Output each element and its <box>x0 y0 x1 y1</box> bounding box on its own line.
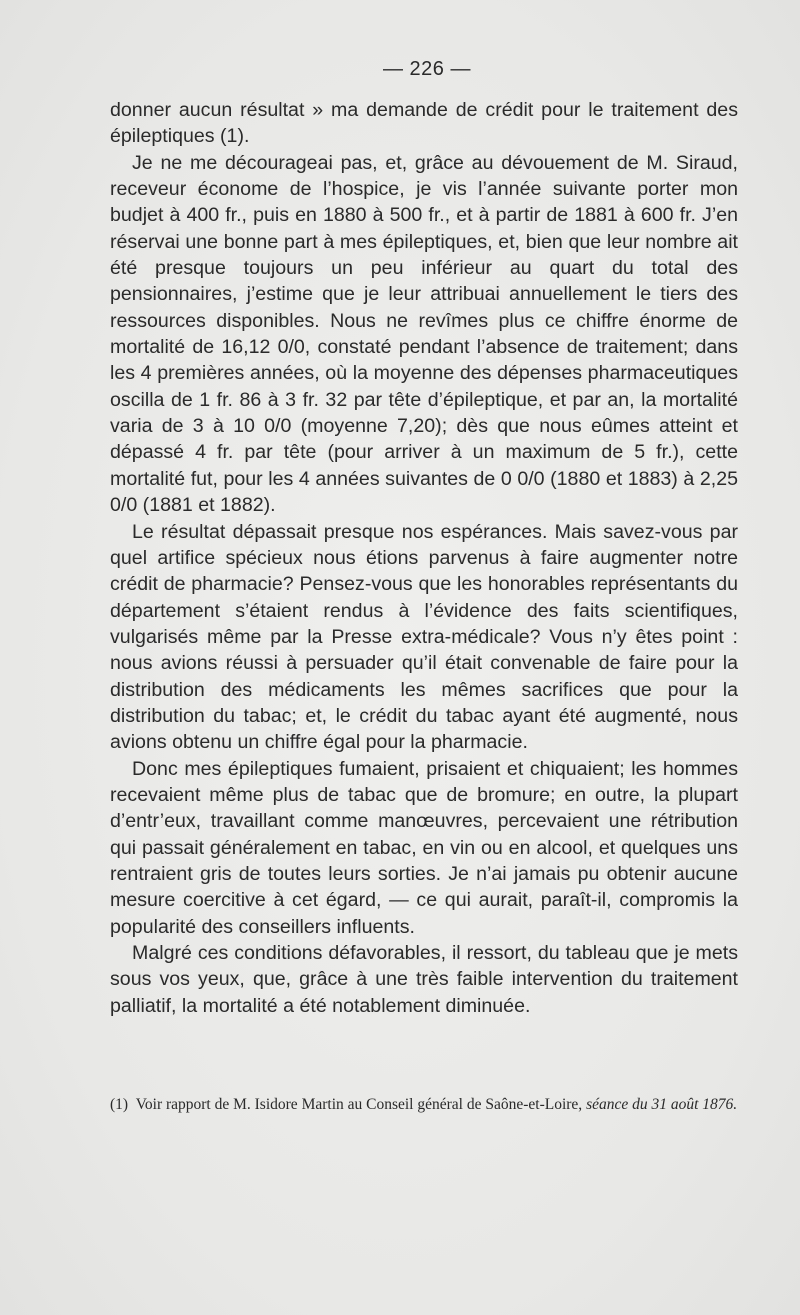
page-number: — 226 — <box>383 58 471 80</box>
footnote-italic: séance du 31 août 1876. <box>586 1096 738 1113</box>
footnote-text: Voir rapport de M. Isidore Martin au Conseil général de Saône-et-Loire, <box>135 1096 583 1113</box>
body-text <box>110 97 738 1019</box>
paragraph-1: donner aucun résultat » ma demande de crédit pour le traitement des épileptiques (1). <box>110 99 738 148</box>
paragraph-3: Le résultat dépassait presque nos espérances. Mais savez-vous par quel artifice spécieux nous étions parvenus à faire augmenter notre crédit de pharmacie? Pensez-vous que les honorables représentants du département s’étaient rendus à l’évidence des faits scientifiques, vulgarisés même par la Presse extra-médicale? Vous n’y êtes point : nous avions réussi à persuader qu’il était convenable de faire pour la distribution des médicaments les mêmes sacrifices que pour la distribution du tabac; et, le crédit du tabac ayant été augmenté, nous avions obtenu un chiffre égal pour la pharmacie. <box>110 520 738 754</box>
paragraph-4: Donc mes épileptiques fumaient, prisaient et chiquaient; les hommes recevaient même plus de tabac que de bromure; en outre, la plupart d’entr’eux, travaillant comme manœuvres, percevaient une rétribution qui passait généralement en tabac, en vin ou en alcool, et quelques uns rentraient gris de toutes leurs sorties. Je n’ai jamais pu obtenir aucune mesure coercitive à cet égard, — ce qui aurait, paraît-il, compromis la popularité des conseillers influents. <box>110 757 738 938</box>
footnote <box>110 1094 738 1115</box>
paragraph-5: Malgré ces conditions défavorables, il ressort, du tableau que je mets sous vos yeux, que, grâce à une très faible intervention du traitement palliatif, la mortalité a été notablement diminuée. <box>110 942 738 1017</box>
paragraph-2: Je ne me décourageai pas, et, grâce au dévouement de M. Siraud, receveur économe de l’hospice, je vis l’année suivante porter mon budjet à 400 fr., puis en 1880 à 500 fr., et à partir de 1881 à 600 fr. J’en réservai une bonne part à mes épileptiques, et, bien que leur nombre ait été presque toujours un peu inférieur au quart du total des pensionnaires, j’estime que je leur attribuai annuellement le tiers des ressources disponibles. Nous ne revîmes plus ce chiffre énorme de mortalité de 16,12 0/0, constaté pendant l’absence de traitement; dans les 4 premières années, où la moyenne des dépenses pharmaceutiques oscilla de 1 fr. 86 à 3 fr. 32 par tête d’épileptique, et par an, la mortalité varia de 3 à 10 0/0 (moyenne 7,20); dès que nous eûmes atteint et dépassé 4 fr. par tête (pour arriver à un maximum de 5 fr.), cette mortalité fut, pour les 4 années suivantes de 0 0/0 (1880 et 1883) à 2,25 0/0 (1881 et 1882). <box>110 151 738 517</box>
footnote-mark: (1) <box>110 1096 129 1113</box>
